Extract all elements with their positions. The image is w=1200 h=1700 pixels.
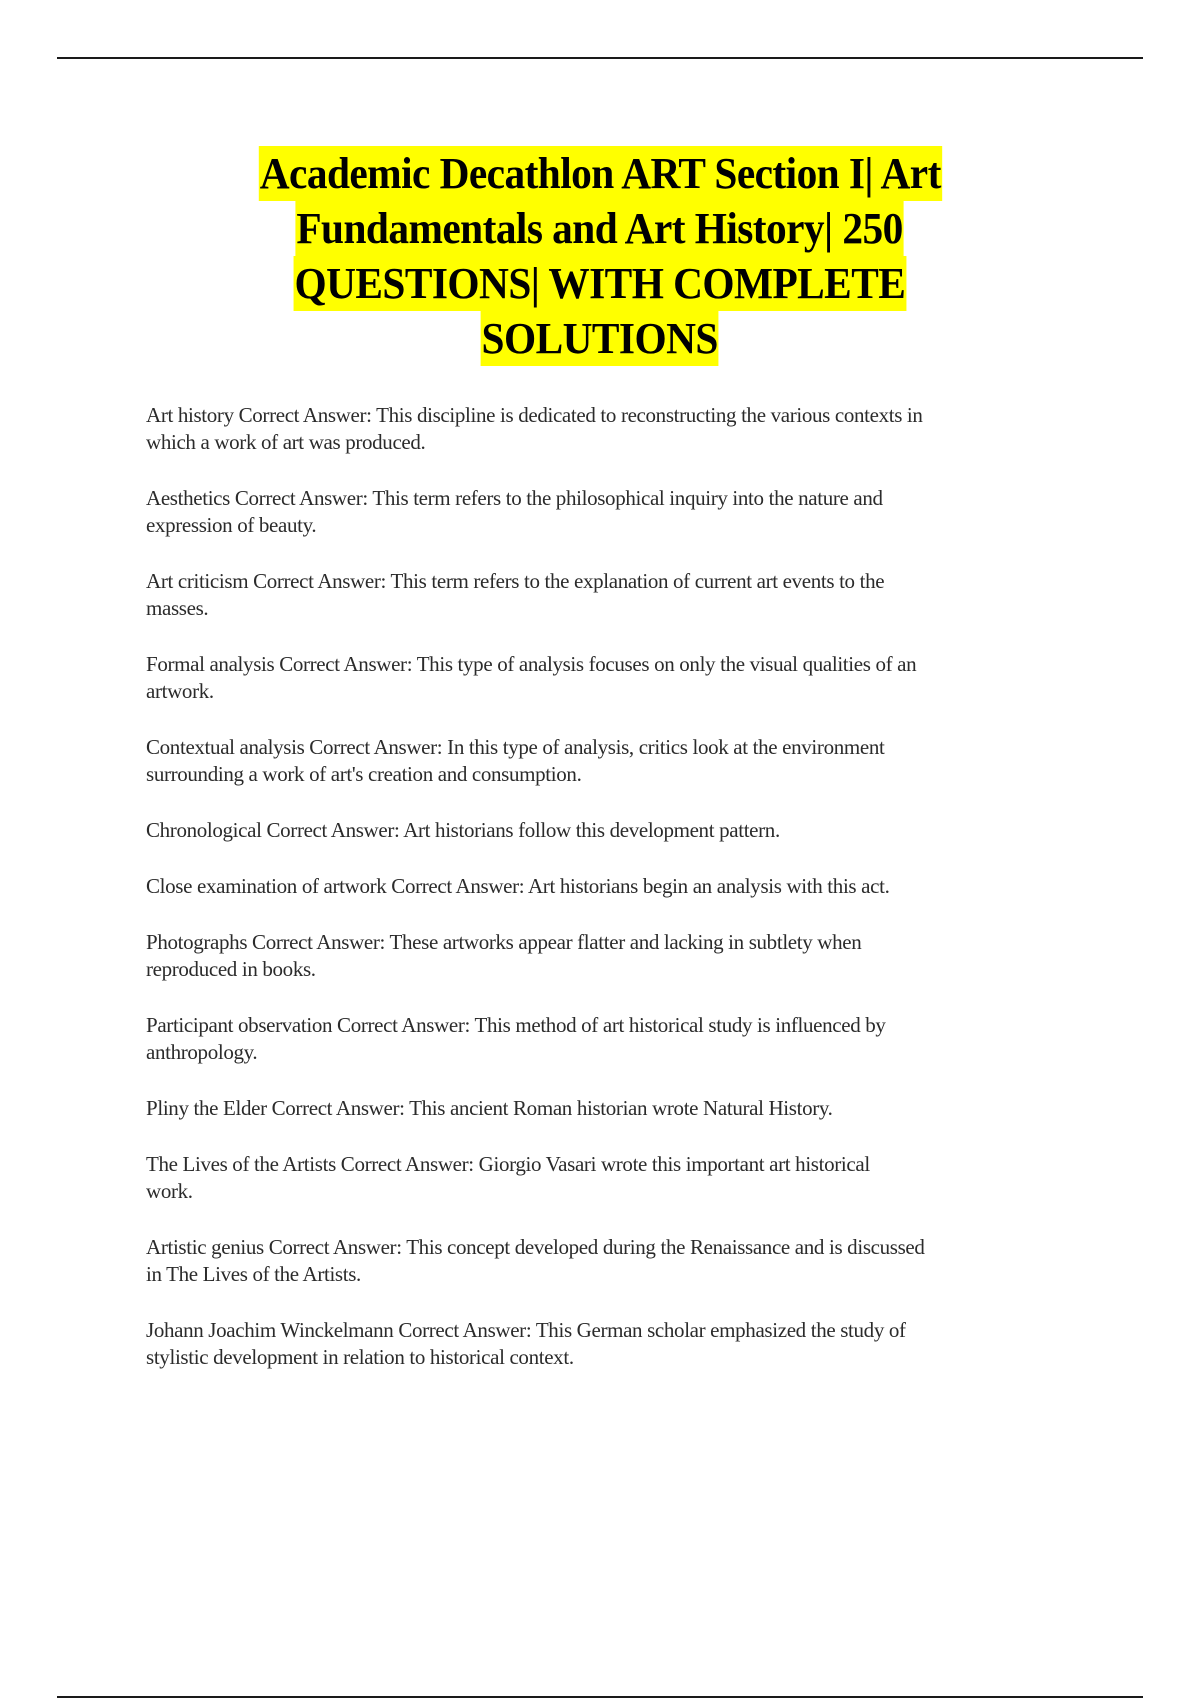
title-text-highlight: Academic Decathlon ART Section I| Art (259, 146, 942, 201)
qa-item (146, 402, 1106, 456)
qa-line: Chronological Correct Answer: Art historians follow this development pattern. (146, 818, 780, 842)
qa-item (146, 929, 1106, 983)
qa-line: which a work of art was produced. (146, 430, 426, 454)
qa-line: expression of beauty. (146, 513, 317, 537)
qa-line: Artistic genius Correct Answer: This concept developed during the Renaissance and is discussed (146, 1235, 925, 1259)
qa-line: work. (146, 1179, 193, 1203)
qa-line: Contextual analysis Correct Answer: In this type of analysis, critics look at the environment (146, 735, 885, 759)
document-title (0, 146, 1200, 366)
qa-line: Art criticism Correct Answer: This term refers to the explanation of current art events to the (146, 569, 885, 593)
qa-line: artwork. (146, 679, 214, 703)
qa-item (146, 734, 1106, 788)
qa-line: in The Lives of the Artists. (146, 1262, 361, 1286)
qa-line: Close examination of artwork Correct Answer: Art historians begin an analysis with this act. (146, 874, 890, 898)
qa-line: masses. (146, 596, 209, 620)
qa-line: anthropology. (146, 1040, 258, 1064)
qa-line: Formal analysis Correct Answer: This type of analysis focuses on only the visual qualities of an (146, 652, 917, 676)
qa-line: The Lives of the Artists Correct Answer: Giorgio Vasari wrote this important art historical (146, 1152, 870, 1176)
qa-item (146, 1234, 1106, 1288)
qa-line: Art history Correct Answer: This discipline is dedicated to reconstructing the various contexts in (146, 403, 923, 427)
title-line (0, 311, 1200, 366)
title-line (0, 146, 1200, 201)
title-line (0, 201, 1200, 256)
qa-item (146, 651, 1106, 705)
qa-item (146, 568, 1106, 622)
qa-line: surrounding a work of art's creation and consumption. (146, 762, 582, 786)
title-text-highlight: Fundamentals and Art History| 250 (296, 201, 904, 256)
qa-line: Photographs Correct Answer: These artworks appear flatter and lacking in subtlety when (146, 930, 862, 954)
qa-item (146, 1095, 1106, 1122)
qa-line: stylistic development in relation to historical context. (146, 1345, 574, 1369)
qa-line: Participant observation Correct Answer: This method of art historical study is influenced by (146, 1013, 886, 1037)
qa-item (146, 817, 1106, 844)
qa-item (146, 485, 1106, 539)
qa-item (146, 1012, 1106, 1066)
title-text-highlight: SOLUTIONS (481, 311, 719, 366)
question-answer-list (146, 402, 1106, 1400)
qa-line: Pliny the Elder Correct Answer: This ancient Roman historian wrote Natural History. (146, 1096, 833, 1120)
qa-line: reproduced in books. (146, 957, 316, 981)
qa-item (146, 1151, 1106, 1205)
footer-rule (57, 1696, 1143, 1698)
title-line (0, 256, 1200, 311)
qa-item (146, 1317, 1106, 1371)
qa-line: Aesthetics Correct Answer: This term refers to the philosophical inquiry into the nature and (146, 486, 883, 510)
qa-item (146, 873, 1106, 900)
header-rule (57, 57, 1143, 59)
qa-line: Johann Joachim Winckelmann Correct Answer: This German scholar emphasized the study of (146, 1318, 906, 1342)
title-text-highlight: QUESTIONS| WITH COMPLETE (294, 256, 907, 311)
